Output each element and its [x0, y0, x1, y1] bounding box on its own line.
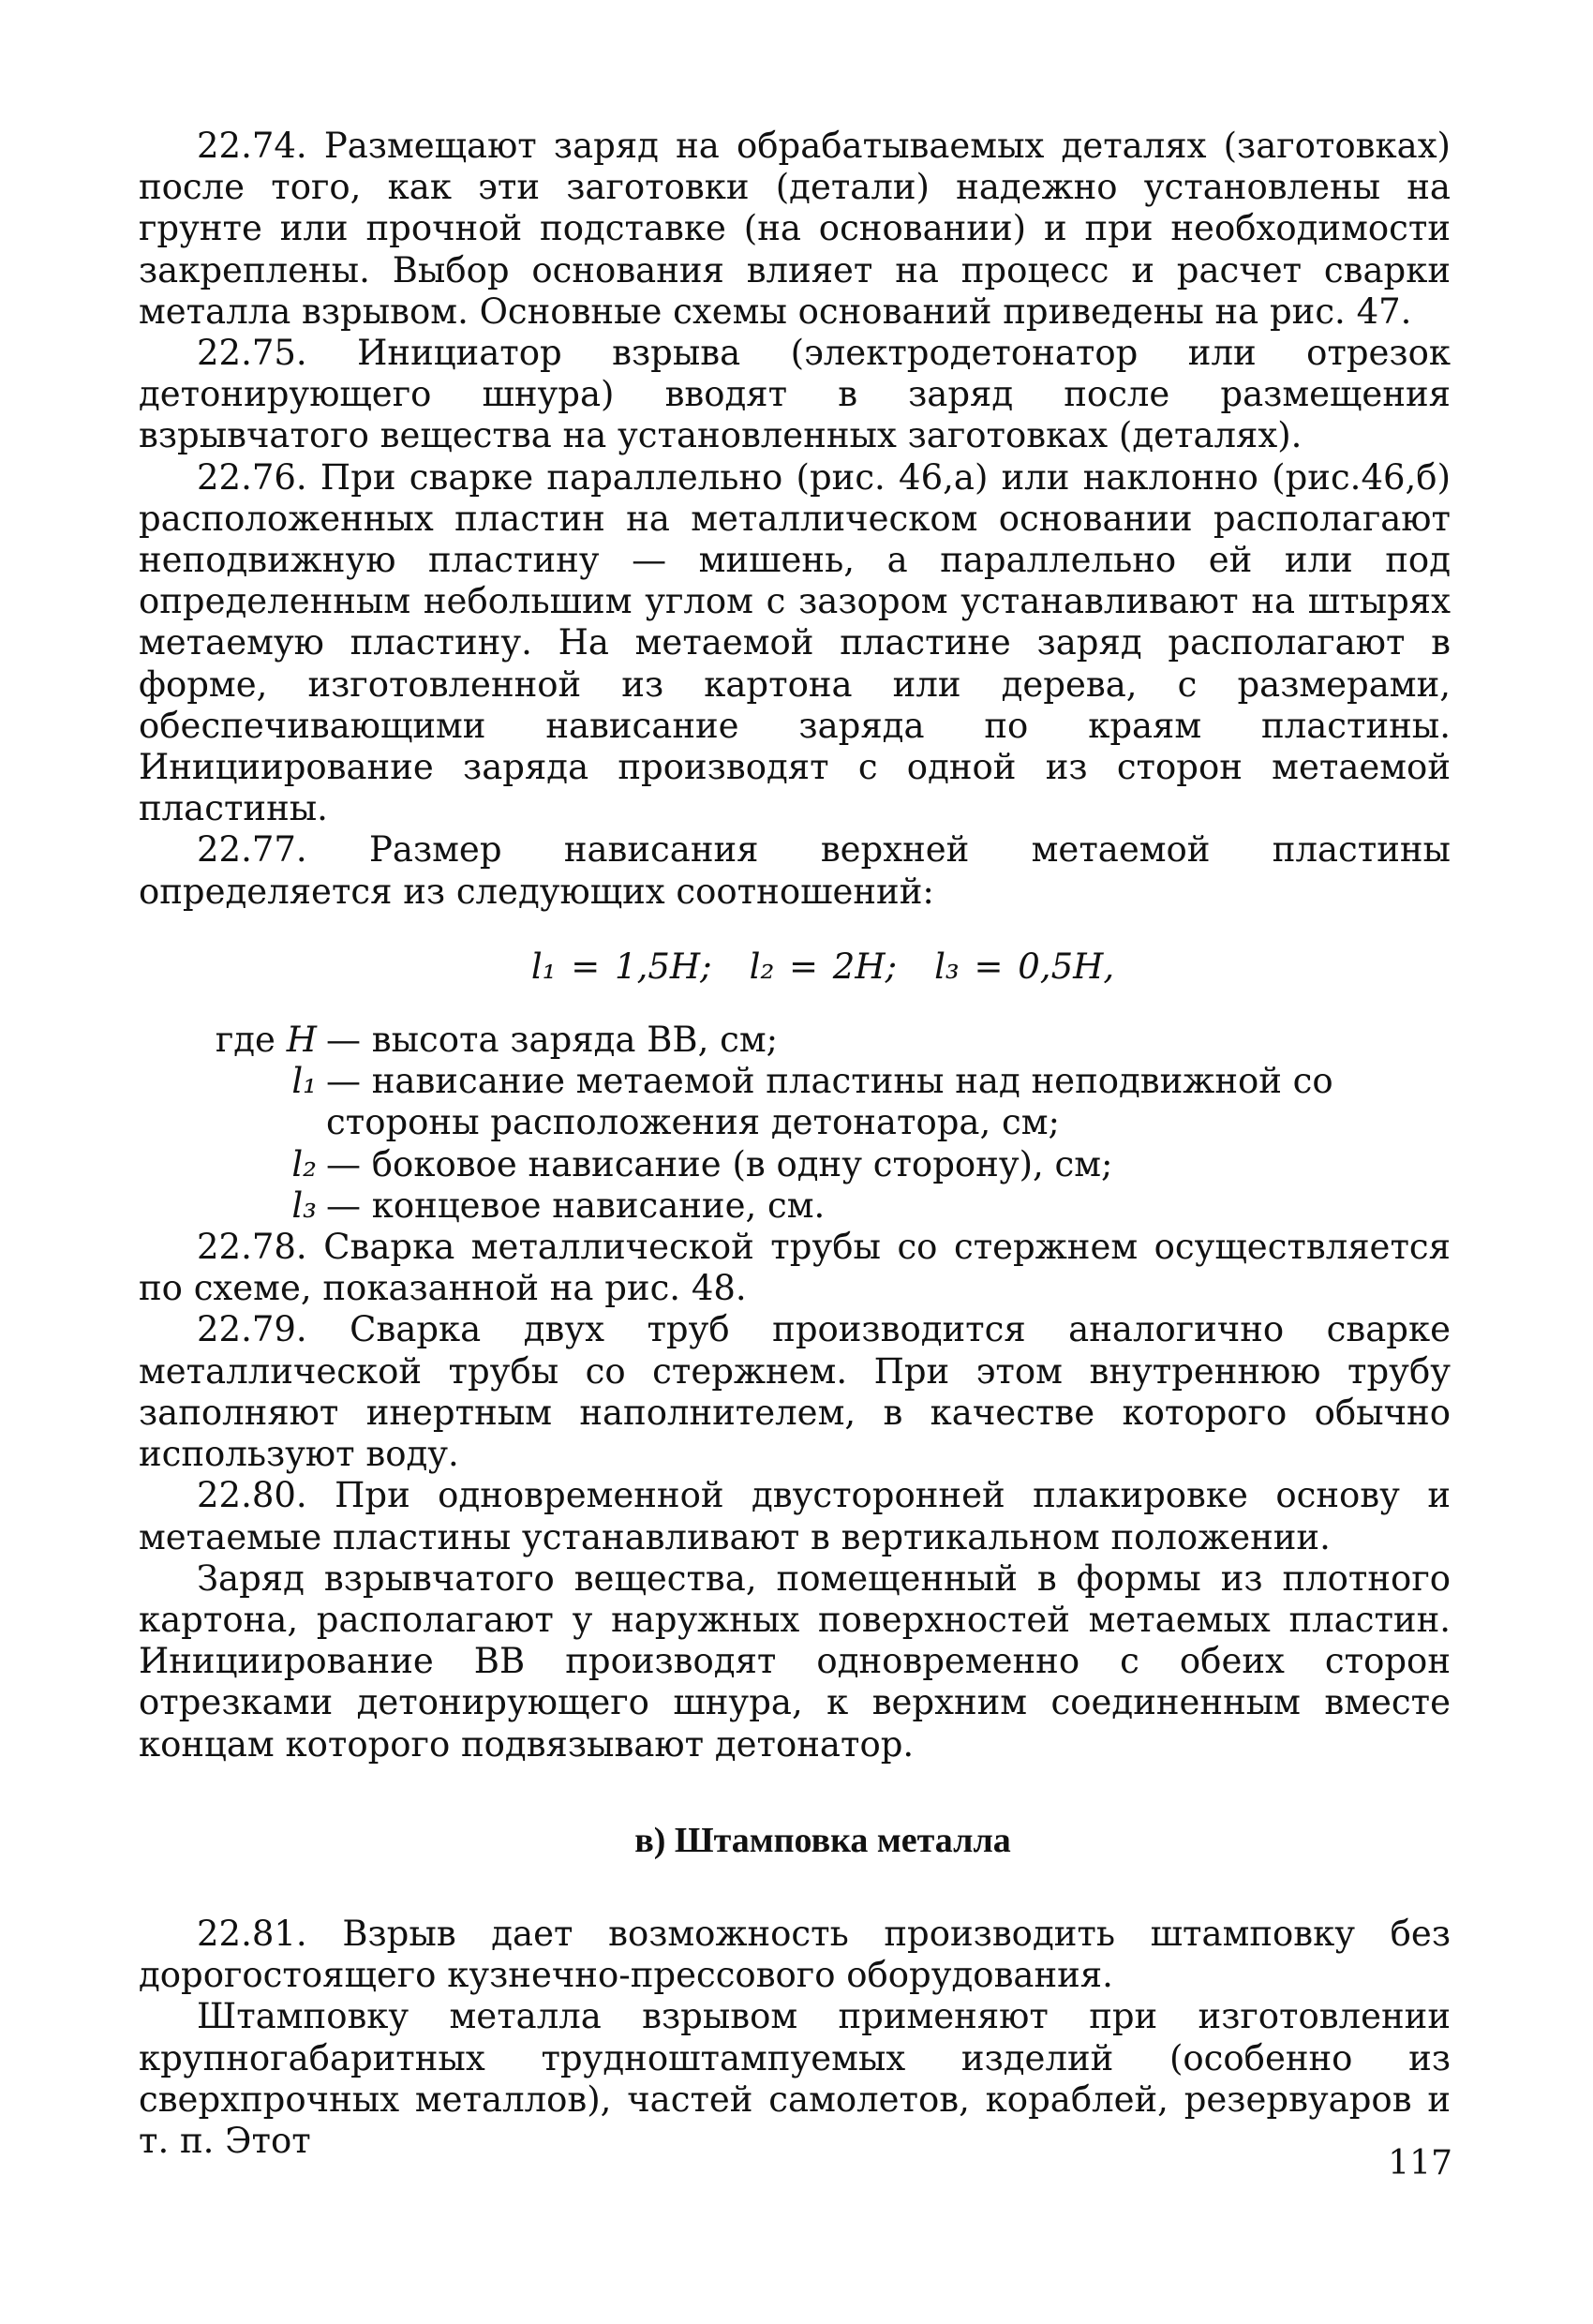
definition-row — [139, 1061, 1451, 1143]
definition-text: — боковое нависание (в одну сторону), см; — [326, 1143, 1113, 1184]
paragraph-22-77: 22.77. Размер нависания верхней метаемой пластины определяется из следующих соотношений: — [139, 829, 1451, 912]
formula-l3: l₃ = 0,5H, — [934, 946, 1115, 987]
paragraph-22-76: 22.76. При сварке параллельно (рис. 46,а) или наклонно (рис.46,б) расположенных пластин на металлическом основании располагают неподвижную пластину — мишень, а параллельно ей или под определенным небольшим углом с зазором устанавливают на штырях метаемую пластину. На метаемой пластине заряд располагают в форме, изготовленной из картона или дерева, с размерами, обеспечивающими нависание заряда по краям пластины. Инициирование заряда производят с одной из сторон метаемой пластины. — [139, 456, 1451, 829]
definition-text: — концевое нависание, см. — [326, 1184, 826, 1226]
main-text — [139, 126, 1451, 2162]
paragraph-22-75: 22.75. Инициатор взрыва (электродетонатор или отрезок детонирующего шнура) вводят в заряд после размещения взрывчатого вещества на установленных заготовках (деталях). — [139, 333, 1451, 456]
paragraph-22-81: 22.81. Взрыв дает возможность производить штамповку без дорогостоящего кузнечно-прессового оборудования. — [139, 1913, 1451, 1996]
definition-symbol: l₃ — [291, 1184, 317, 1226]
overhang-formula — [139, 946, 1451, 988]
page-number: 117 — [1388, 2144, 1452, 2182]
paragraph-22-78: 22.78. Сварка металлической трубы со стержнем осуществляется по схеме, показанной на рис. 48. — [139, 1227, 1451, 1309]
paragraph-charge-placement: Заряд взрывчатого вещества, помещенный в формы из плотного картона, располагают у наружных поверхностей метаемых пластин. Инициирование ВВ производят одновременно с обеих сторон отрезками детонирующего шнура, к верхним соединенным вместе концам которого подвязывают детонатор. — [139, 1557, 1451, 1765]
definition-prefix: где — [215, 1020, 287, 1061]
definition-row — [139, 1020, 1451, 1061]
definition-text: — нависание метаемой пластины над неподвижной со стороны расположения детонатора, см; — [326, 1061, 1333, 1143]
definition-symbol: H — [286, 1020, 317, 1061]
section-heading: в) Штамповка металла — [634, 1820, 1011, 1860]
paragraph-stamping-use: Штамповку металла взрывом применяют при изготовлении крупногабаритных трудноштампуемых изделий (особенно из сверхпрочных металлов), частей самолетов, кораблей, резервуаров и т. п. Этот — [139, 1996, 1451, 2161]
paragraph-22-80: 22.80. При одновременной двусторонней плакировке основу и метаемые пластины устанавливают в вертикальном положении. — [139, 1475, 1451, 1557]
formula-l2: l₂ = 2H; — [749, 946, 898, 987]
definition-symbol: l₂ — [291, 1143, 317, 1184]
definition-text: — высота заряда ВВ, см; — [326, 1020, 779, 1061]
definition-row — [139, 1144, 1451, 1185]
paragraph-22-74: 22.74. Размещают заряд на обрабатываемых деталях (заготовках) после того, как эти заготовки (детали) надежно установлены на грунте или прочной подставке (на основании) и при необходимости закреплены. Выбор основания влияет на процесс и расчет сварки металла взрывом. Основные схемы оснований приведены на рис. 47. — [139, 126, 1451, 332]
definition-row — [139, 1185, 1451, 1227]
formula-l1: l₁ = 1,5H; — [530, 946, 712, 987]
definition-symbol: l₁ — [291, 1061, 317, 1102]
variable-definitions — [139, 1020, 1451, 1227]
paragraph-22-79: 22.79. Сварка двух труб производится аналогично сварке металлической трубы со стержнем. При этом внутреннюю трубу заполняют инертным наполнителем, в качестве которого обычно используют воду. — [139, 1309, 1451, 1475]
